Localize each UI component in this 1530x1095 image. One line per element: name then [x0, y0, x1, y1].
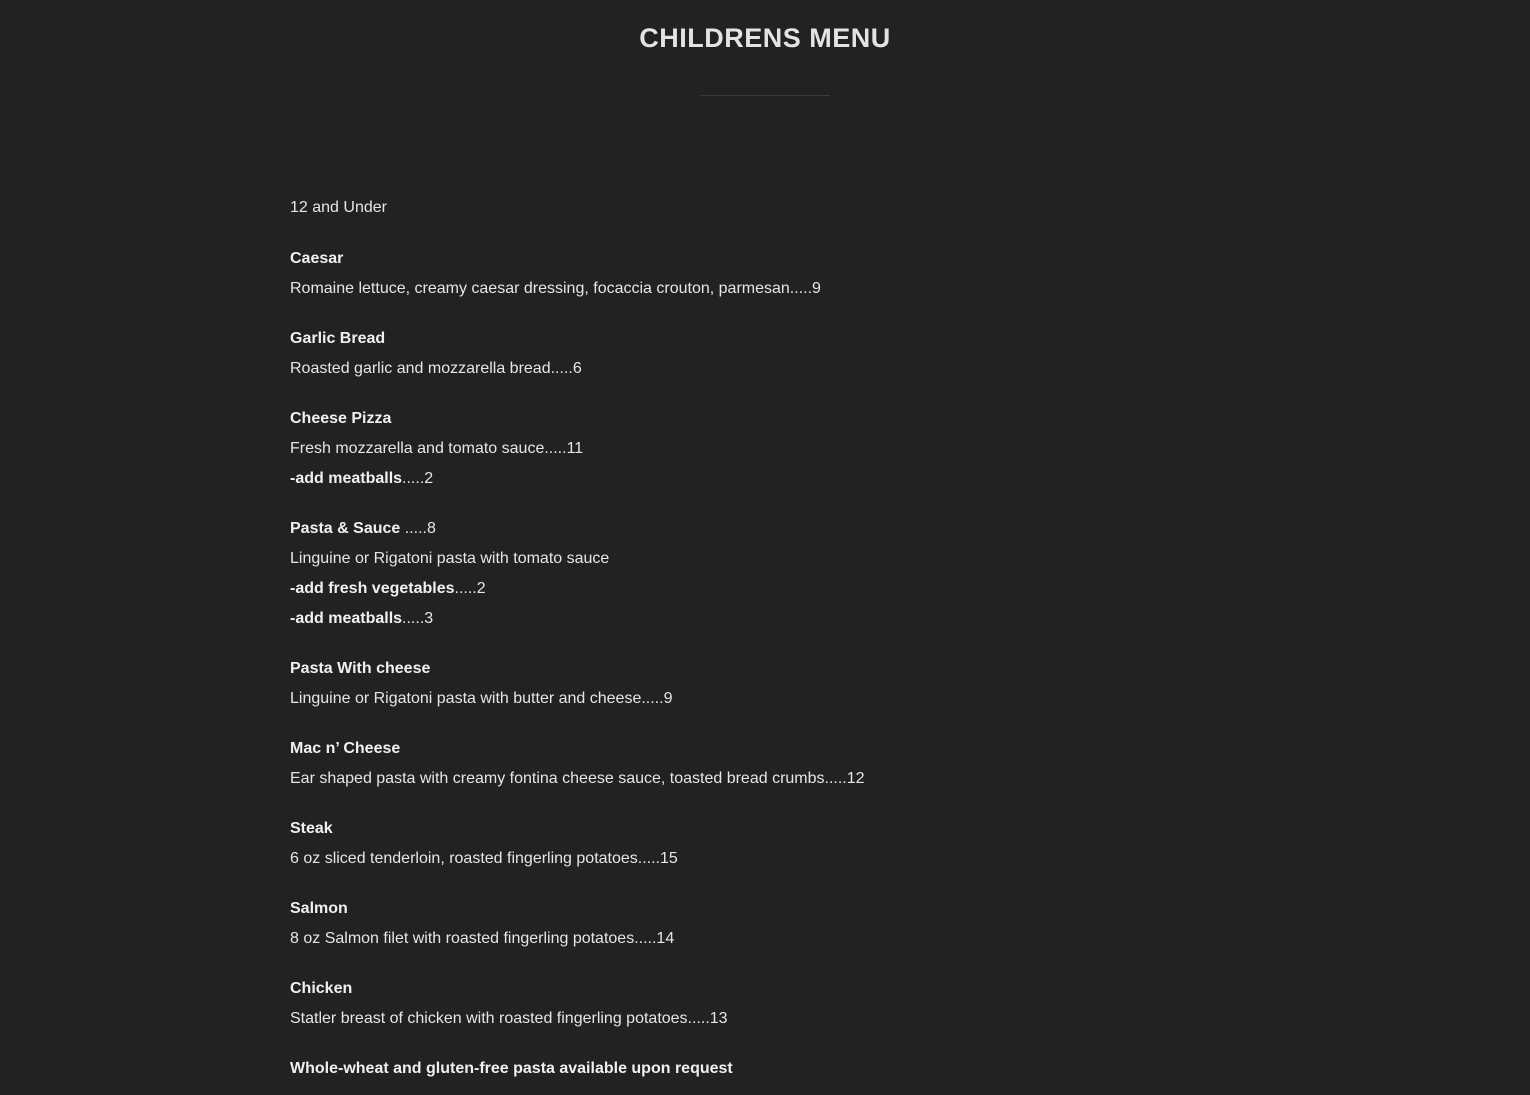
page-title: CHILDRENS MENU	[639, 23, 891, 53]
menu-list	[290, 193, 1190, 1084]
item-name: Chicken	[290, 980, 353, 997]
menu-item-garlic-bread	[290, 324, 1190, 384]
item-name: Garlic Bread	[290, 330, 386, 347]
item-name: Caesar	[290, 250, 344, 267]
item-name: Pasta With cheese	[290, 660, 431, 677]
addon-name: -add meatballs	[290, 470, 403, 487]
menu-subtitle: 12 and Under	[290, 199, 387, 216]
addon-name: -add meatballs	[290, 610, 403, 627]
item-description: Fresh mozzarella and tomato sauce.....11	[290, 440, 584, 457]
item-description: Ear shaped pasta with creamy fontina cheese sauce, toasted bread crumbs.....12	[290, 770, 865, 787]
item-name: Mac n’ Cheese	[290, 740, 401, 757]
item-name: Salmon	[290, 900, 348, 917]
addon-price: .....3	[402, 610, 434, 627]
addon-price: .....2	[454, 580, 486, 597]
item-description: 8 oz Salmon filet with roasted fingerling potatoes.....14	[290, 930, 675, 947]
item-description: Romaine lettuce, creamy caesar dressing, focaccia crouton, parmesan.....9	[290, 280, 821, 297]
menu-item-cheese-pizza	[290, 404, 1190, 494]
item-description: Roasted garlic and mozzarella bread.....6	[290, 360, 582, 377]
item-description: 6 oz sliced tenderloin, roasted fingerling potatoes.....15	[290, 850, 678, 867]
item-description: Linguine or Rigatoni pasta with butter and cheese.....9	[290, 690, 673, 707]
menu-item-salmon	[290, 894, 1190, 954]
item-heading	[290, 514, 1190, 544]
menu-item-pasta-sauce	[290, 514, 1190, 634]
item-name: Cheese Pizza	[290, 410, 392, 427]
item-addon	[290, 574, 1190, 604]
item-description: Linguine or Rigatoni pasta with tomato sauce	[290, 550, 610, 567]
item-addon	[290, 604, 1190, 634]
menu-item-caesar	[290, 244, 1190, 304]
menu-item-mac-n-cheese	[290, 734, 1190, 794]
item-description: Statler breast of chicken with roasted fingerling potatoes.....13	[290, 1010, 728, 1027]
item-name: Steak	[290, 820, 333, 837]
addon-name: -add fresh vegetables	[290, 580, 455, 597]
footer-note: Whole-wheat and gluten-free pasta available upon request	[290, 1060, 733, 1077]
item-name: Pasta & Sauce	[290, 520, 401, 537]
menu-item-chicken	[290, 974, 1190, 1034]
addon-price: .....2	[402, 470, 434, 487]
item-addon	[290, 464, 1190, 494]
item-price: .....8	[400, 520, 436, 537]
menu-item-steak	[290, 814, 1190, 874]
menu-item-pasta-with-cheese	[290, 654, 1190, 714]
title-divider	[700, 95, 830, 96]
